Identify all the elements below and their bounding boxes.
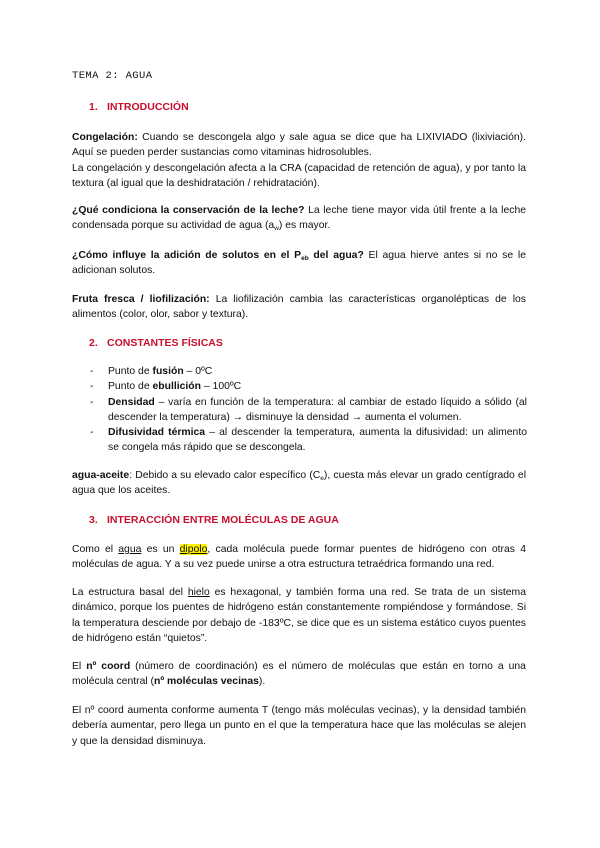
nº-coord-term: nº coord <box>86 661 131 672</box>
congelacion-paragraph <box>72 130 526 191</box>
fruta-paragraph <box>72 292 526 323</box>
aceite-paragraph <box>72 468 526 499</box>
leche-paragraph <box>72 203 526 234</box>
agua-underlined: agua <box>118 544 142 555</box>
solutos-question <box>72 250 364 261</box>
difusividad-term: Difusividad térmica <box>108 427 206 439</box>
section-1-number: 1. <box>89 101 98 113</box>
interaccion-paragraph-1 <box>72 542 526 573</box>
section-1-heading <box>89 100 189 115</box>
solutos-question-a: ¿Cómo influye la adición de solutos en el P <box>72 250 302 261</box>
solutos-paragraph <box>72 248 526 279</box>
solutos-text: El agua hierve antes si no se le adicionan solutos. <box>72 250 526 277</box>
list-item-densidad <box>90 395 527 426</box>
fusion-term: fusión <box>152 366 184 377</box>
difusividad-text: – al descender la temperatura, aumenta la difusividad: un alimento se congela más rápido que se descongela. <box>108 427 528 454</box>
dipolo-highlighted: dipolo <box>179 544 208 555</box>
densidad-term: Densidad <box>108 396 155 408</box>
interaccion-paragraph-3 <box>72 659 526 690</box>
ebullicion-value: – 100ºC <box>201 381 242 393</box>
interaccion-paragraph-4: El nº coord aumenta conforme aumenta T (tengo más moléculas vecinas), y la densidad también debería aumentar, pero llega un punto en el que la temperatura hace que las moléculas se alejen y que la densidad disminuya. <box>72 705 526 747</box>
leche-text-a: La leche tiene mayor vida útil frente a la leche condensada porque su actividad de agua (a <box>72 205 526 232</box>
aceite-text-a: : Debido a su elevado calor específico (C <box>129 470 321 481</box>
p1-text-c: , cada molécula puede formar puentes de hidrógeno con otras 4 moléculas de agua. Y a su vez puede unirse a otra estructura tetraédrica formando una red. <box>72 544 527 571</box>
interaccion-paragraph-2 <box>72 585 526 646</box>
p3-text-b: (número de coordinación) es el número de moléculas que están en torno a una molécula central ( <box>72 661 526 688</box>
fruta-text: La liofilización cambia las características organolépticas de los alimentos (color, olor, sabor y textura). <box>72 294 526 321</box>
hielo-underlined: hielo <box>187 587 210 598</box>
solutos-question-b: del agua? <box>308 250 364 261</box>
densidad-text: – varía en función de la temperatura: al cambiar de estado líquido a sólido (al descender la temperatura) → disminuye la densidad → aumenta el volumen. <box>108 396 527 423</box>
congelacion-term: Congelación: <box>72 132 138 143</box>
moleculas-vecinas-term: nº moléculas vecinas <box>154 676 259 688</box>
ebullicion-prefix: Punto de <box>108 381 153 393</box>
section-1-title: INTRODUCCIÓN <box>107 101 189 113</box>
leche-subscript: w <box>274 225 279 233</box>
ebullicion-term: ebullición <box>152 381 201 393</box>
document-title: TEMA 2: AGUA <box>72 70 153 82</box>
p3-text-c: ). <box>258 676 266 688</box>
fruta-term: Fruta fresca / liofilización: <box>72 294 210 305</box>
aceite-text-b: ), cuesta más elevar un grado centígrado el agua que los aceites. <box>72 470 526 497</box>
section-3-title: INTERACCIÓN ENTRE MOLÉCULAS DE AGUA <box>107 514 339 526</box>
list-item-ebullicion <box>90 379 527 394</box>
fusion-prefix: Punto de <box>108 366 153 377</box>
leche-text-b: ) es mayor. <box>278 220 331 232</box>
aceite-subscript: e <box>320 475 324 482</box>
section-2-title: CONSTANTES FÍSICAS <box>107 337 223 349</box>
leche-question: ¿Qué condiciona la conservación de la leche? <box>72 205 305 216</box>
section-2-number: 2. <box>89 337 98 349</box>
p2-text-a: La estructura basal del <box>72 587 188 598</box>
p1-text-b: es un <box>141 544 180 555</box>
constantes-list <box>90 364 527 456</box>
solutos-subscript: eb <box>301 255 309 262</box>
list-item-difusividad <box>90 425 527 456</box>
p2-text-b: es hexagonal, y también forma una red. Se trata de un sistema dinámico, porque los puentes de hidrógeno están constantemente rompiéndose y formándose. Si la temperatura desciende por debajo de -183ºC, se dice que es un sistema estático cuyos puentes de hidrógeno están “quietos”. <box>72 587 526 644</box>
section-3-number: 3. <box>89 514 98 526</box>
fusion-value: – 0ºC <box>183 366 213 377</box>
aceite-term: agua-aceite <box>72 470 130 481</box>
congelacion-text-2: La congelación y descongelación afecta a la CRA (capacidad de retención de agua), y por tanto la textura (al igual que la deshidratación / rehidratación). <box>72 162 526 189</box>
p1-text-a: Como el <box>72 544 119 555</box>
list-item-fusion <box>90 364 527 379</box>
p3-text-a: El <box>72 661 87 672</box>
section-3-heading <box>89 513 339 528</box>
congelacion-text-1: Cuando se descongela algo y sale agua se dice que ha LIXIVIADO (lixiviación). Aquí se pueden perder sustancias como vitaminas hidrosolubles. <box>72 132 526 159</box>
section-2-heading <box>89 336 223 351</box>
